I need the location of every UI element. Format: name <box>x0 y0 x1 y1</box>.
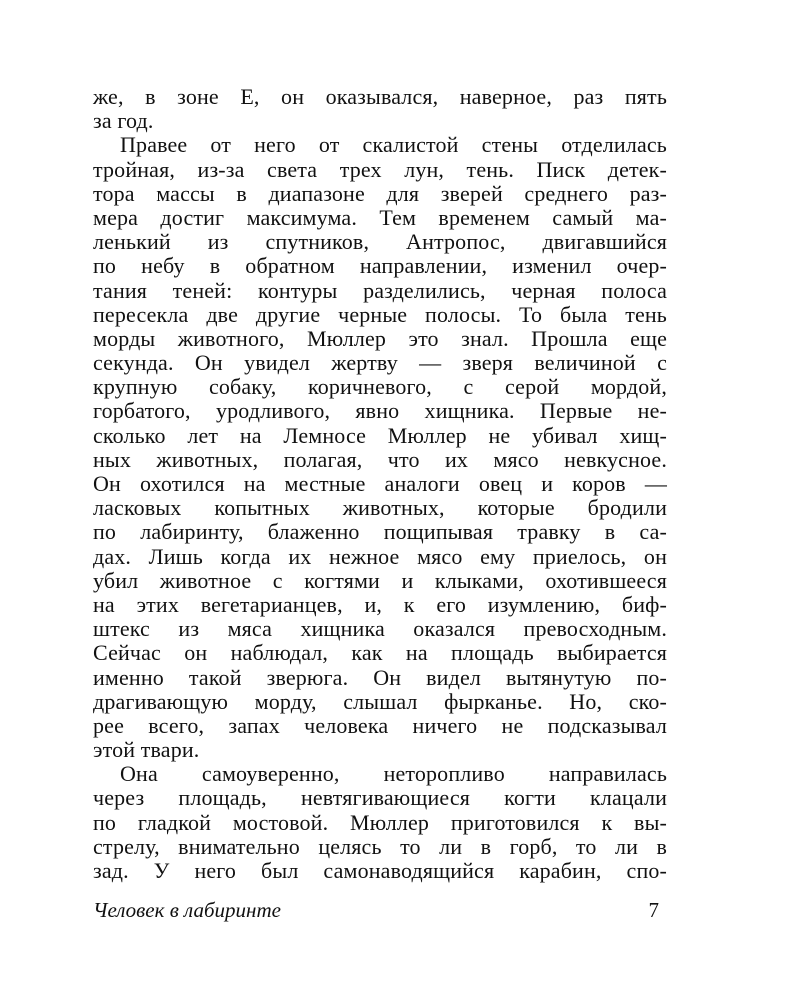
text-line: по небу в обратном направлении, изменил очер- <box>93 253 667 279</box>
text-line: стрелу, внимательно целясь то ли в горб, то ли в <box>93 833 667 859</box>
page-footer <box>93 897 667 923</box>
text-line: драгивающую морду, слышал фырканье. Но, ско- <box>93 688 667 714</box>
text-line: ласковых копытных животных, которые бродили <box>93 495 667 521</box>
text-line: ных животных, полагая, что их мясо невкусное. <box>93 446 667 472</box>
text-line: зад. У него был самонаводящийся карабин, спо- <box>93 858 667 883</box>
page-number: 7 <box>648 898 659 922</box>
text-line: Правее от него от скалистой стены отделилась <box>120 132 667 158</box>
text-line: дах. Лишь когда их нежное мясо ему приелось, он <box>93 543 667 569</box>
text-line: именно такой зверюга. Он видел вытянутую по- <box>93 664 667 690</box>
text-line: горбатого, уродливого, явно хищника. Первые не- <box>93 398 667 424</box>
running-title: Человек в лабиринте <box>93 898 281 922</box>
text-line: тания теней: контуры разделились, черная полоса <box>93 277 667 303</box>
text-line: убил животное с когтями и клыками, охотившееся <box>93 567 667 593</box>
text-line: тройная, из-за света трех лун, тень. Писк детек- <box>93 156 667 182</box>
body-text <box>93 85 667 883</box>
text-line: рее всего, запах человека ничего не подсказывал <box>93 712 667 738</box>
text-line: через площадь, невтягивающиеся когти клацали <box>93 785 667 811</box>
text-line: секунда. Он увидел жертву — зверя величиной с <box>93 350 667 376</box>
text-line: сколько лет на Лемносе Мюллер не убивал хищ- <box>93 422 667 448</box>
text-line: по лабиринту, блаженно пощипывая травку в са- <box>93 519 667 545</box>
text-line: на этих вегетарианцев, и, к его изумлению, биф- <box>93 591 667 617</box>
text-line: штекс из мяса хищника оказался превосходным. <box>93 616 667 642</box>
text-line: по гладкой мостовой. Мюллер приготовился к вы- <box>93 809 667 835</box>
text-line: мера достиг максимума. Тем временем самый ма- <box>93 204 667 230</box>
text-line: этой твари. <box>93 737 200 763</box>
text-line: Она самоуверенно, неторопливо направилась <box>120 761 667 787</box>
text-line: морды животного, Мюллер это знал. Прошла еще <box>93 325 667 351</box>
text-line: за год. <box>93 108 154 134</box>
text-line: ленький из спутников, Антропос, двигавшийся <box>93 229 667 255</box>
text-line: крупную собаку, коричневого, с серой мордой, <box>93 374 667 400</box>
text-line: Он охотился на местные аналоги овец и коров — <box>93 471 667 496</box>
text-line: тора массы в диапазоне для зверей среднего раз- <box>93 180 667 206</box>
text-line: Сейчас он наблюдал, как на площадь выбирается <box>93 640 667 666</box>
text-line: пересекла две другие черные полосы. То была тень <box>93 301 667 327</box>
text-line: же, в зоне E, он оказывался, наверное, раз пять <box>93 84 667 109</box>
